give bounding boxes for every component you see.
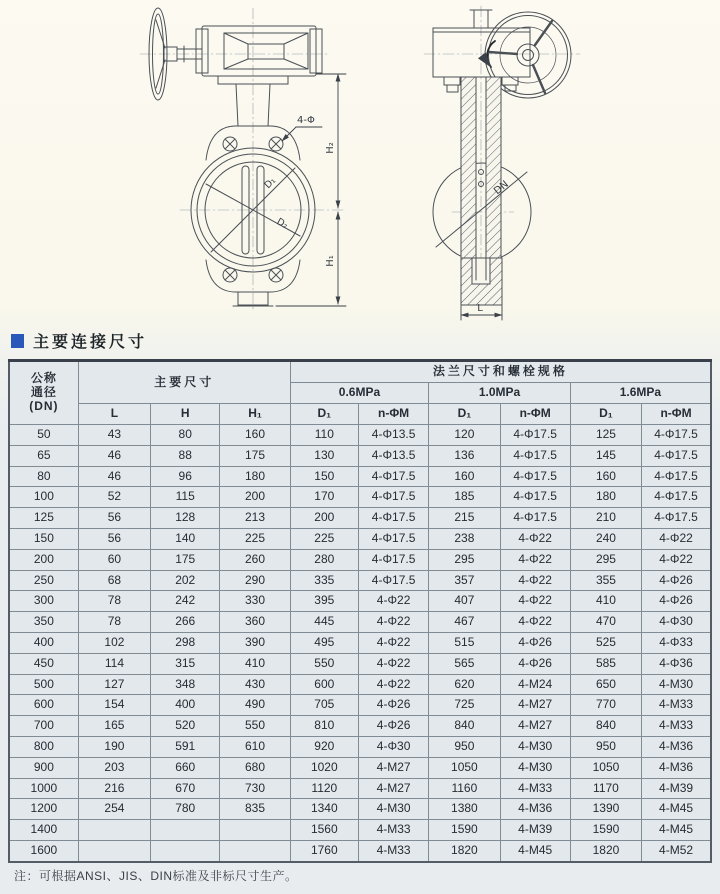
table-cell: 290 — [220, 570, 290, 591]
col-header-nm-16: n-ΦM — [642, 404, 711, 425]
table-cell: 4-Φ17.5 — [642, 466, 711, 487]
table-cell: 110 — [290, 425, 358, 446]
table-cell: 430 — [220, 674, 290, 695]
table-cell: 4-M45 — [500, 840, 570, 861]
table-cell: 4-M30 — [500, 757, 570, 778]
table-row — [9, 695, 711, 716]
table-cell: 1600 — [9, 840, 78, 861]
table-cell: 56 — [78, 508, 150, 529]
dn-line-2: 通径 — [30, 385, 57, 400]
table-cell: 200 — [9, 549, 78, 570]
table-cell: 550 — [220, 716, 290, 737]
table-cell: 4-Φ17.5 — [358, 487, 428, 508]
table-cell — [151, 820, 220, 841]
table-cell: 400 — [9, 632, 78, 653]
table-cell: 4-M27 — [500, 695, 570, 716]
table-cell: 4-Φ17.5 — [642, 487, 711, 508]
table-cell: 125 — [570, 425, 641, 446]
table-cell: 1400 — [9, 820, 78, 841]
table-cell: 1160 — [429, 778, 500, 799]
table-cell: 4-M39 — [642, 778, 711, 799]
table-cell: 4-M27 — [358, 757, 428, 778]
table-cell: 295 — [570, 549, 641, 570]
table-cell: 525 — [570, 632, 641, 653]
table-cell: 780 — [151, 799, 220, 820]
table-cell: 4-Φ22 — [642, 528, 711, 549]
table-cell — [220, 820, 290, 841]
col-header-pressure-10: 1.0MPa — [429, 383, 571, 404]
dim-label-h1: H₁ — [325, 255, 336, 267]
valve-body-side — [433, 77, 531, 305]
table-cell: 68 — [78, 570, 150, 591]
table-cell: 335 — [290, 570, 358, 591]
table-cell: 680 — [220, 757, 290, 778]
front-view-drawing — [140, 8, 346, 310]
table-cell: 180 — [570, 487, 641, 508]
table-cell: 4-Φ33 — [642, 632, 711, 653]
blue-square-icon — [11, 334, 24, 348]
table-cell: 4-Φ17.5 — [642, 425, 711, 446]
table-cell: 1170 — [570, 778, 641, 799]
table-cell: 470 — [570, 612, 641, 633]
table-cell: 50 — [9, 425, 78, 446]
table-cell: 56 — [78, 528, 150, 549]
col-header-pressure-06: 0.6MPa — [290, 383, 429, 404]
table-cell: 200 — [220, 487, 290, 508]
table-cell: 390 — [220, 632, 290, 653]
table-row — [9, 716, 711, 737]
table-cell: 4-Φ22 — [500, 570, 570, 591]
col-header-nm-10: n-ΦM — [500, 404, 570, 425]
table-cell: 102 — [78, 632, 150, 653]
table-cell: 330 — [220, 591, 290, 612]
table-row — [9, 840, 711, 861]
table-cell: 280 — [290, 549, 358, 570]
table-cell: 100 — [9, 487, 78, 508]
table-row — [9, 425, 711, 446]
table-cell: 660 — [151, 757, 220, 778]
side-view-drawing — [424, 6, 580, 320]
table-cell: 160 — [220, 425, 290, 446]
table-row — [9, 674, 711, 695]
table-cell: 1340 — [290, 799, 358, 820]
table-cell — [78, 840, 150, 861]
table-cell: 238 — [429, 528, 500, 549]
table-row — [9, 653, 711, 674]
table-cell: 175 — [151, 549, 220, 570]
table-cell: 160 — [570, 466, 641, 487]
table-cell: 410 — [570, 591, 641, 612]
table-cell: 203 — [78, 757, 150, 778]
table-cell: 200 — [290, 508, 358, 529]
table-cell: 127 — [78, 674, 150, 695]
table-cell: 154 — [78, 695, 150, 716]
table-cell: 4-Φ30 — [642, 612, 711, 633]
table-cell: 216 — [78, 778, 150, 799]
table-cell: 128 — [151, 508, 220, 529]
table-cell: 4-M27 — [358, 778, 428, 799]
table-cell: 225 — [290, 528, 358, 549]
table-cell: 4-Φ22 — [358, 612, 428, 633]
table-cell: 407 — [429, 591, 500, 612]
table-cell: 250 — [9, 570, 78, 591]
table-cell: 4-Φ13.5 — [358, 425, 428, 446]
table-cell: 160 — [429, 466, 500, 487]
col-header-dn — [9, 361, 78, 425]
table-cell: 78 — [78, 612, 150, 633]
table-cell: 4-M30 — [500, 736, 570, 757]
table-cell: 4-Φ22 — [358, 591, 428, 612]
table-cell: 705 — [290, 695, 358, 716]
table-cell: 835 — [220, 799, 290, 820]
table-cell: 170 — [290, 487, 358, 508]
table-cell: 495 — [290, 632, 358, 653]
table-cell: 400 — [151, 695, 220, 716]
table-cell: 4-Φ17.5 — [500, 445, 570, 466]
table-cell: 355 — [570, 570, 641, 591]
table-cell: 1760 — [290, 840, 358, 861]
table-cell: 4-Φ17.5 — [358, 466, 428, 487]
table-cell: 4-Φ17.5 — [358, 508, 428, 529]
table-cell: 1000 — [9, 778, 78, 799]
table-cell: 840 — [570, 716, 641, 737]
table-cell: 920 — [290, 736, 358, 757]
dim-label-d1: D₁ — [262, 175, 279, 192]
table-cell: 4-Φ17.5 — [358, 549, 428, 570]
table-cell: 550 — [290, 653, 358, 674]
dim-label-l: L — [477, 303, 483, 314]
table-cell: 60 — [78, 549, 150, 570]
table-cell: 4-Φ26 — [500, 632, 570, 653]
table-cell: 950 — [429, 736, 500, 757]
table-cell: 800 — [9, 736, 78, 757]
table-row — [9, 445, 711, 466]
table-cell: 213 — [220, 508, 290, 529]
table-cell: 185 — [429, 487, 500, 508]
table-cell: 4-M36 — [500, 799, 570, 820]
table-row — [9, 549, 711, 570]
gearbox-front — [196, 26, 322, 126]
table-row — [9, 466, 711, 487]
table-cell: 4-M33 — [358, 820, 428, 841]
table-cell: 950 — [570, 736, 641, 757]
col-header-d1-16: D₁ — [570, 404, 641, 425]
table-cell: 120 — [429, 425, 500, 446]
table-row — [9, 612, 711, 633]
table-cell: 43 — [78, 425, 150, 446]
dn-line-3: (DN) — [29, 398, 59, 413]
table-cell: 300 — [9, 591, 78, 612]
table-cell: 4-Φ26 — [642, 591, 711, 612]
table-cell: 4-M33 — [358, 840, 428, 861]
table-cell: 360 — [220, 612, 290, 633]
table-cell: 620 — [429, 674, 500, 695]
table-cell: 140 — [151, 528, 220, 549]
spec-table — [8, 359, 712, 863]
table-cell: 4-Φ17.5 — [500, 508, 570, 529]
table-cell: 4-Φ17.5 — [500, 487, 570, 508]
table-cell: 1560 — [290, 820, 358, 841]
table-cell: 700 — [9, 716, 78, 737]
table-cell: 4-M33 — [642, 716, 711, 737]
table-cell: 52 — [78, 487, 150, 508]
table-cell: 770 — [570, 695, 641, 716]
table-cell: 1050 — [570, 757, 641, 778]
table-cell: 730 — [220, 778, 290, 799]
bolt-holes-label: 4-Φ — [297, 115, 315, 126]
table-row — [9, 757, 711, 778]
table-cell: 4-M36 — [642, 736, 711, 757]
table-cell: 115 — [151, 487, 220, 508]
table-cell: 150 — [290, 466, 358, 487]
table-cell: 4-Φ22 — [500, 549, 570, 570]
table-cell: 125 — [9, 508, 78, 529]
table-cell: 4-Φ17.5 — [358, 570, 428, 591]
table-cell: 130 — [290, 445, 358, 466]
footnote: 注：可根据ANSI、JIS、DIN标准及非标尺寸生产。 — [14, 869, 298, 883]
table-cell: 78 — [78, 591, 150, 612]
section-heading-label: 主要连接尺寸 — [33, 334, 148, 351]
col-header-h1: H₁ — [220, 404, 290, 425]
col-header-h: H — [151, 404, 220, 425]
table-cell: 4-Φ17.5 — [500, 466, 570, 487]
table-cell: 4-M36 — [642, 757, 711, 778]
table-cell: 4-Φ22 — [500, 528, 570, 549]
table-cell: 4-M30 — [642, 674, 711, 695]
table-cell: 1820 — [429, 840, 500, 861]
table-cell: 4-M52 — [642, 840, 711, 861]
table-cell: 4-Φ30 — [358, 736, 428, 757]
table-cell: 725 — [429, 695, 500, 716]
table-cell: 4-Φ26 — [358, 716, 428, 737]
table-row — [9, 508, 711, 529]
table-cell: 4-Φ22 — [358, 632, 428, 653]
table-cell: 4-Φ17.5 — [500, 425, 570, 446]
table-cell: 114 — [78, 653, 150, 674]
table-row — [9, 632, 711, 653]
table-cell: 1020 — [290, 757, 358, 778]
table-cell: 4-M39 — [500, 820, 570, 841]
table-cell: 4-Φ22 — [642, 549, 711, 570]
table-cell: 520 — [151, 716, 220, 737]
table-cell: 46 — [78, 466, 150, 487]
table-row — [9, 570, 711, 591]
table-cell: 600 — [9, 695, 78, 716]
table-cell: 225 — [220, 528, 290, 549]
col-header-flange-group: 法兰尺寸和螺栓规格 — [290, 361, 711, 383]
table-cell: 145 — [570, 445, 641, 466]
table-cell: 150 — [9, 528, 78, 549]
table-cell — [151, 840, 220, 861]
table-cell: 4-M33 — [500, 778, 570, 799]
dim-label-d2: D₂ — [274, 216, 290, 232]
col-header-d1-10: D₁ — [429, 404, 500, 425]
table-cell: 202 — [151, 570, 220, 591]
table-cell — [220, 840, 290, 861]
table-cell: 4-Φ22 — [358, 653, 428, 674]
table-cell: 840 — [429, 716, 500, 737]
table-cell: 4-M30 — [358, 799, 428, 820]
table-row — [9, 736, 711, 757]
table-cell: 467 — [429, 612, 500, 633]
table-cell: 445 — [290, 612, 358, 633]
table-cell: 1820 — [570, 840, 641, 861]
table-row — [9, 799, 711, 820]
table-cell: 1050 — [429, 757, 500, 778]
table-cell: 650 — [570, 674, 641, 695]
col-header-main-dims: 主要尺寸 — [78, 361, 290, 404]
table-row — [9, 487, 711, 508]
table-cell: 80 — [151, 425, 220, 446]
table-cell — [78, 820, 150, 841]
table-cell: 260 — [220, 549, 290, 570]
table-cell: 4-M24 — [500, 674, 570, 695]
table-row — [9, 528, 711, 549]
table-cell: 65 — [9, 445, 78, 466]
table-cell: 1590 — [429, 820, 500, 841]
dim-label-h2: H₂ — [325, 142, 336, 154]
table-cell: 600 — [290, 674, 358, 695]
table-row — [9, 820, 711, 841]
table-row — [9, 591, 711, 612]
table-cell: 80 — [9, 466, 78, 487]
spec-table-body — [9, 425, 711, 862]
table-cell: 410 — [220, 653, 290, 674]
table-cell: 1590 — [570, 820, 641, 841]
table-cell: 450 — [9, 653, 78, 674]
table-cell: 4-M27 — [500, 716, 570, 737]
table-cell: 900 — [9, 757, 78, 778]
table-cell: 240 — [570, 528, 641, 549]
table-cell: 4-Φ17.5 — [358, 528, 428, 549]
table-cell: 4-M45 — [642, 799, 711, 820]
table-cell: 88 — [151, 445, 220, 466]
table-cell: 500 — [9, 674, 78, 695]
dn-line-1: 公称 — [30, 371, 57, 386]
table-cell: 585 — [570, 653, 641, 674]
table-cell: 4-Φ36 — [642, 653, 711, 674]
table-cell: 357 — [429, 570, 500, 591]
table-cell: 515 — [429, 632, 500, 653]
table-cell: 670 — [151, 778, 220, 799]
table-cell: 190 — [78, 736, 150, 757]
table-cell: 4-Φ22 — [358, 674, 428, 695]
table-cell: 180 — [220, 466, 290, 487]
table-cell: 96 — [151, 466, 220, 487]
table-cell: 350 — [9, 612, 78, 633]
col-header-l: L — [78, 404, 150, 425]
table-cell: 1200 — [9, 799, 78, 820]
table-cell: 4-Φ17.5 — [642, 445, 711, 466]
table-cell: 591 — [151, 736, 220, 757]
table-cell: 295 — [429, 549, 500, 570]
table-cell: 136 — [429, 445, 500, 466]
table-cell: 810 — [290, 716, 358, 737]
table-cell: 4-Φ17.5 — [642, 508, 711, 529]
table-cell: 210 — [570, 508, 641, 529]
table-cell: 165 — [78, 716, 150, 737]
table-cell: 4-Φ26 — [642, 570, 711, 591]
table-cell: 610 — [220, 736, 290, 757]
table-cell: 315 — [151, 653, 220, 674]
col-header-pressure-16: 1.6MPa — [570, 383, 711, 404]
table-cell: 1390 — [570, 799, 641, 820]
table-cell: 395 — [290, 591, 358, 612]
col-header-nm-06: n-ΦM — [358, 404, 428, 425]
table-cell: 175 — [220, 445, 290, 466]
table-cell: 1120 — [290, 778, 358, 799]
table-cell: 266 — [151, 612, 220, 633]
technical-drawings — [0, 0, 720, 322]
table-cell: 4-Φ22 — [500, 591, 570, 612]
table-cell: 490 — [220, 695, 290, 716]
table-cell: 348 — [151, 674, 220, 695]
col-header-d1-06: D₁ — [290, 404, 358, 425]
table-cell: 298 — [151, 632, 220, 653]
table-cell: 4-M33 — [642, 695, 711, 716]
table-cell: 254 — [78, 799, 150, 820]
table-cell: 242 — [151, 591, 220, 612]
table-cell: 565 — [429, 653, 500, 674]
table-cell: 4-M45 — [642, 820, 711, 841]
dim-label-dn: DN — [492, 179, 511, 198]
table-cell: 46 — [78, 445, 150, 466]
table-cell: 4-Φ13.5 — [358, 445, 428, 466]
section-heading — [11, 329, 147, 352]
spec-table-header — [9, 361, 711, 425]
table-row — [9, 778, 711, 799]
table-cell: 4-Φ26 — [358, 695, 428, 716]
table-cell: 215 — [429, 508, 500, 529]
table-cell: 1380 — [429, 799, 500, 820]
table-cell: 4-Φ22 — [500, 612, 570, 633]
table-cell: 4-Φ26 — [500, 653, 570, 674]
